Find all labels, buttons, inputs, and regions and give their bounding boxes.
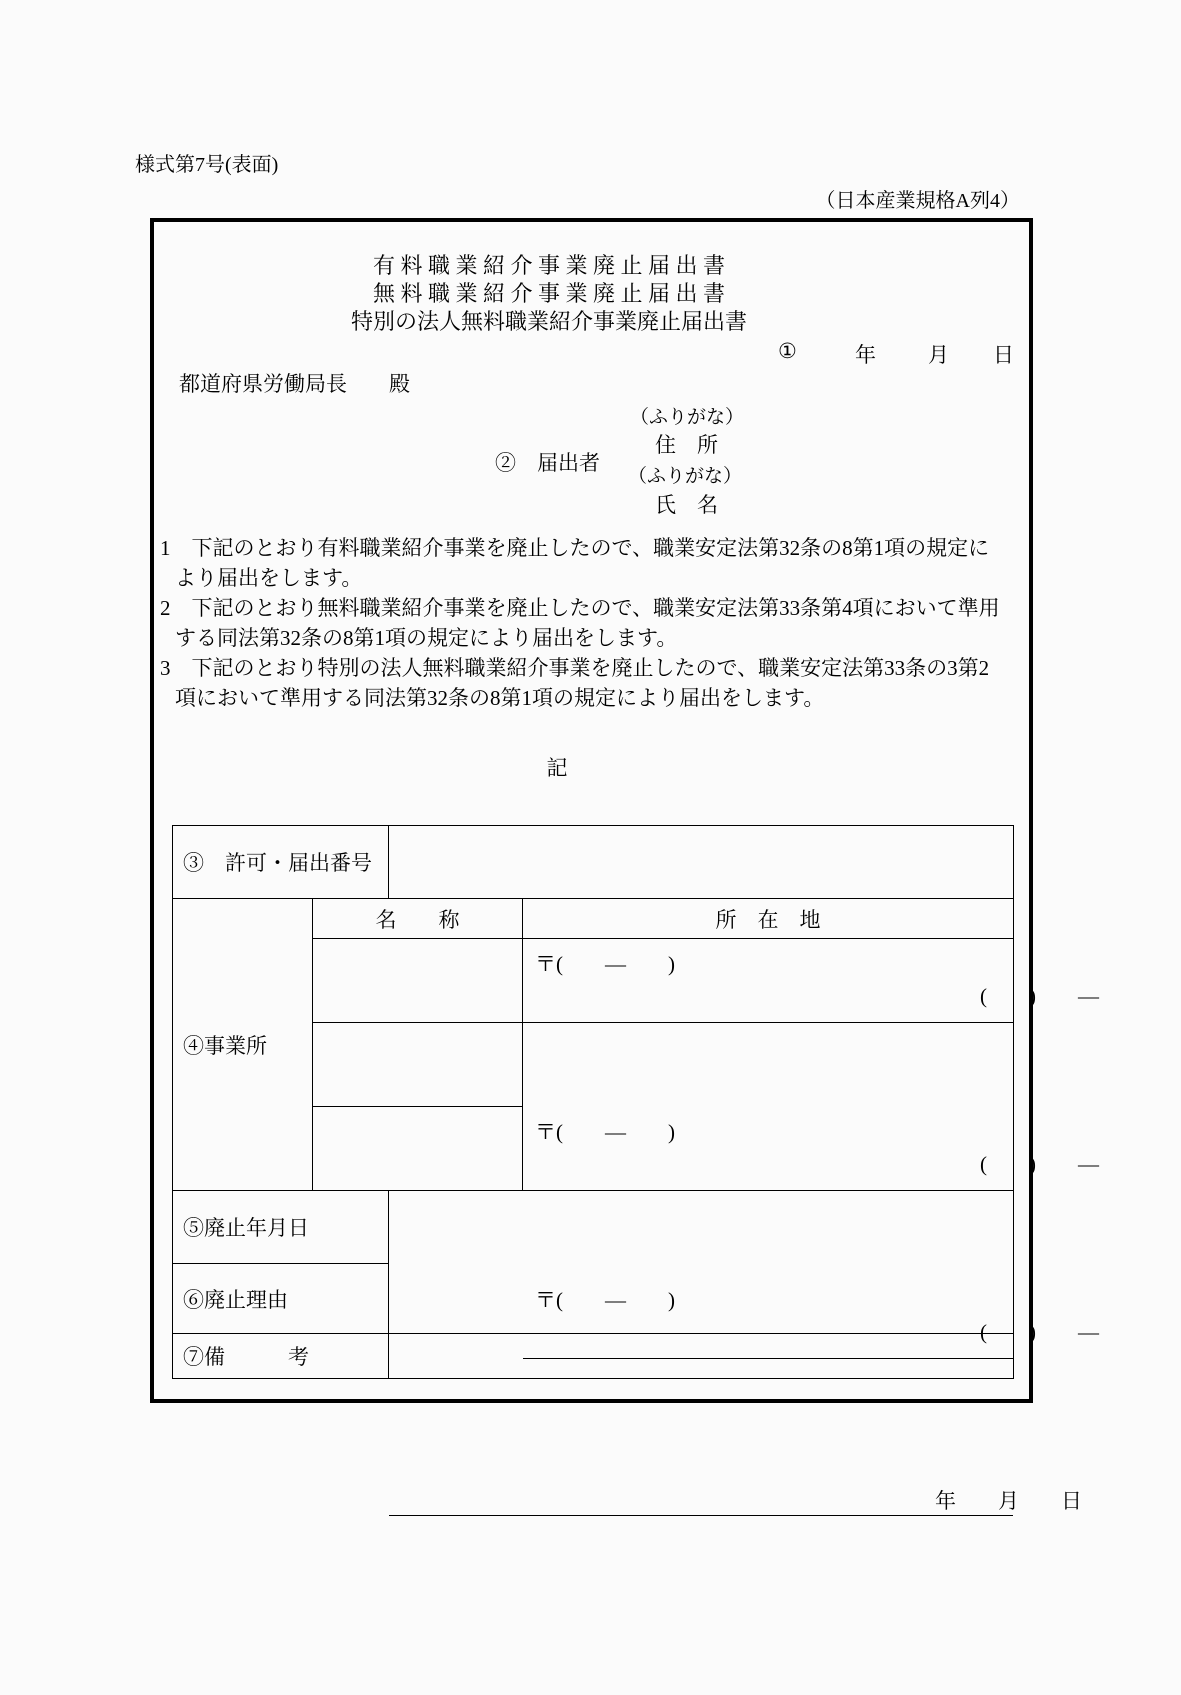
phone-number-slot-2: ( ) ― bbox=[980, 1152, 1099, 1176]
jis-standard-label: （日本産業規格A列4） bbox=[815, 190, 1020, 212]
form-number-label: 様式第7号(表面) bbox=[135, 154, 279, 176]
postal-code-slot-3: 〒( ― ) bbox=[535, 1288, 675, 1312]
notifier-label: ② 届出者 bbox=[495, 451, 600, 475]
office-name-header-cell: 名 称 bbox=[313, 899, 523, 939]
office-location-header-cell: 所 在 地 bbox=[523, 899, 1013, 939]
abolition-date-ymd-slot: 年 月 日 bbox=[935, 1489, 1082, 1513]
address-label: 住 所 bbox=[655, 433, 718, 457]
paragraph-2-line-1: 2 下記のとおり無料職業紹介事業を廃止したので、職業安定法第33条第4項において準用 bbox=[160, 596, 1000, 620]
date-circle-number: ① bbox=[778, 339, 797, 363]
office-location-cell-2 bbox=[523, 1107, 1099, 1191]
permit-number-value-cell bbox=[389, 826, 1013, 899]
office-name-cell-3 bbox=[313, 1107, 523, 1191]
date-year-label: 年 bbox=[855, 343, 876, 367]
phone-number-slot-3: ( ) ― bbox=[980, 1320, 1099, 1344]
office-name-cell-2 bbox=[313, 1023, 523, 1107]
date-month-label: 月 bbox=[928, 343, 949, 367]
permit-number-label-cell: ③ 許可・届出番号 bbox=[173, 826, 389, 899]
paragraph-1-line-1: 1 下記のとおり有料職業紹介事業を廃止したので、職業安定法第32条の8第1項の規定に bbox=[160, 536, 990, 560]
note-marker: 記 bbox=[546, 756, 568, 780]
abolition-reason-label-cell: ⑥廃止理由 bbox=[173, 1264, 389, 1334]
paragraph-3-line-2: 項において準用する同法第32条の8第1項の規定により届出をします。 bbox=[175, 686, 825, 710]
paragraph-free-abolition bbox=[160, 593, 1035, 653]
title-paid-employment-abolition: 有 料 職 業 紹 介 事 業 廃 止 届 出 書 bbox=[372, 253, 725, 278]
office-name-cell-1 bbox=[313, 939, 523, 1023]
title-special-corporation-abolition: 特別の法人無料職業紹介事業廃止届出書 bbox=[350, 309, 747, 334]
date-day-label: 日 bbox=[993, 343, 1014, 367]
paragraph-1-line-2: より届出をします。 bbox=[175, 566, 363, 590]
phone-number-slot-1: ( ) ― bbox=[980, 984, 1099, 1008]
paragraph-2-line-2: する同法第32条の8第1項の規定により届出をします。 bbox=[175, 626, 678, 650]
remarks-value-cell bbox=[389, 1334, 1013, 1378]
addressee-line: 都道府県労働局長 殿 bbox=[179, 372, 410, 396]
office-location-cell-1 bbox=[523, 939, 1099, 1023]
furigana-name-label: （ふりがな） bbox=[628, 466, 743, 487]
title-free-employment-abolition: 無 料 職 業 紹 介 事 業 廃 止 届 出 書 bbox=[372, 281, 725, 306]
paragraph-paid-abolition bbox=[160, 533, 1035, 593]
office-label-cell: ④事業所 bbox=[173, 899, 313, 1191]
paragraph-special-abolition bbox=[160, 653, 1035, 713]
abolition-reason-value-cell bbox=[389, 1264, 1013, 1334]
paragraph-3-line-1: 3 下記のとおり特別の法人無料職業紹介事業を廃止したので、職業安定法第33条の3第2 bbox=[160, 656, 990, 680]
abolition-date-label-cell: ⑤廃止年月日 bbox=[173, 1191, 389, 1264]
name-label: 氏 名 bbox=[655, 493, 718, 517]
abolition-details-table bbox=[172, 825, 1099, 1513]
postal-code-slot-1: 〒( ― ) bbox=[535, 952, 675, 976]
furigana-address-label: （ふりがな） bbox=[630, 407, 745, 428]
remarks-label-cell: ⑦備 考 bbox=[173, 1334, 389, 1378]
abolition-date-value-cell bbox=[389, 1443, 1082, 1516]
postal-code-slot-2: 〒( ― ) bbox=[535, 1120, 675, 1144]
